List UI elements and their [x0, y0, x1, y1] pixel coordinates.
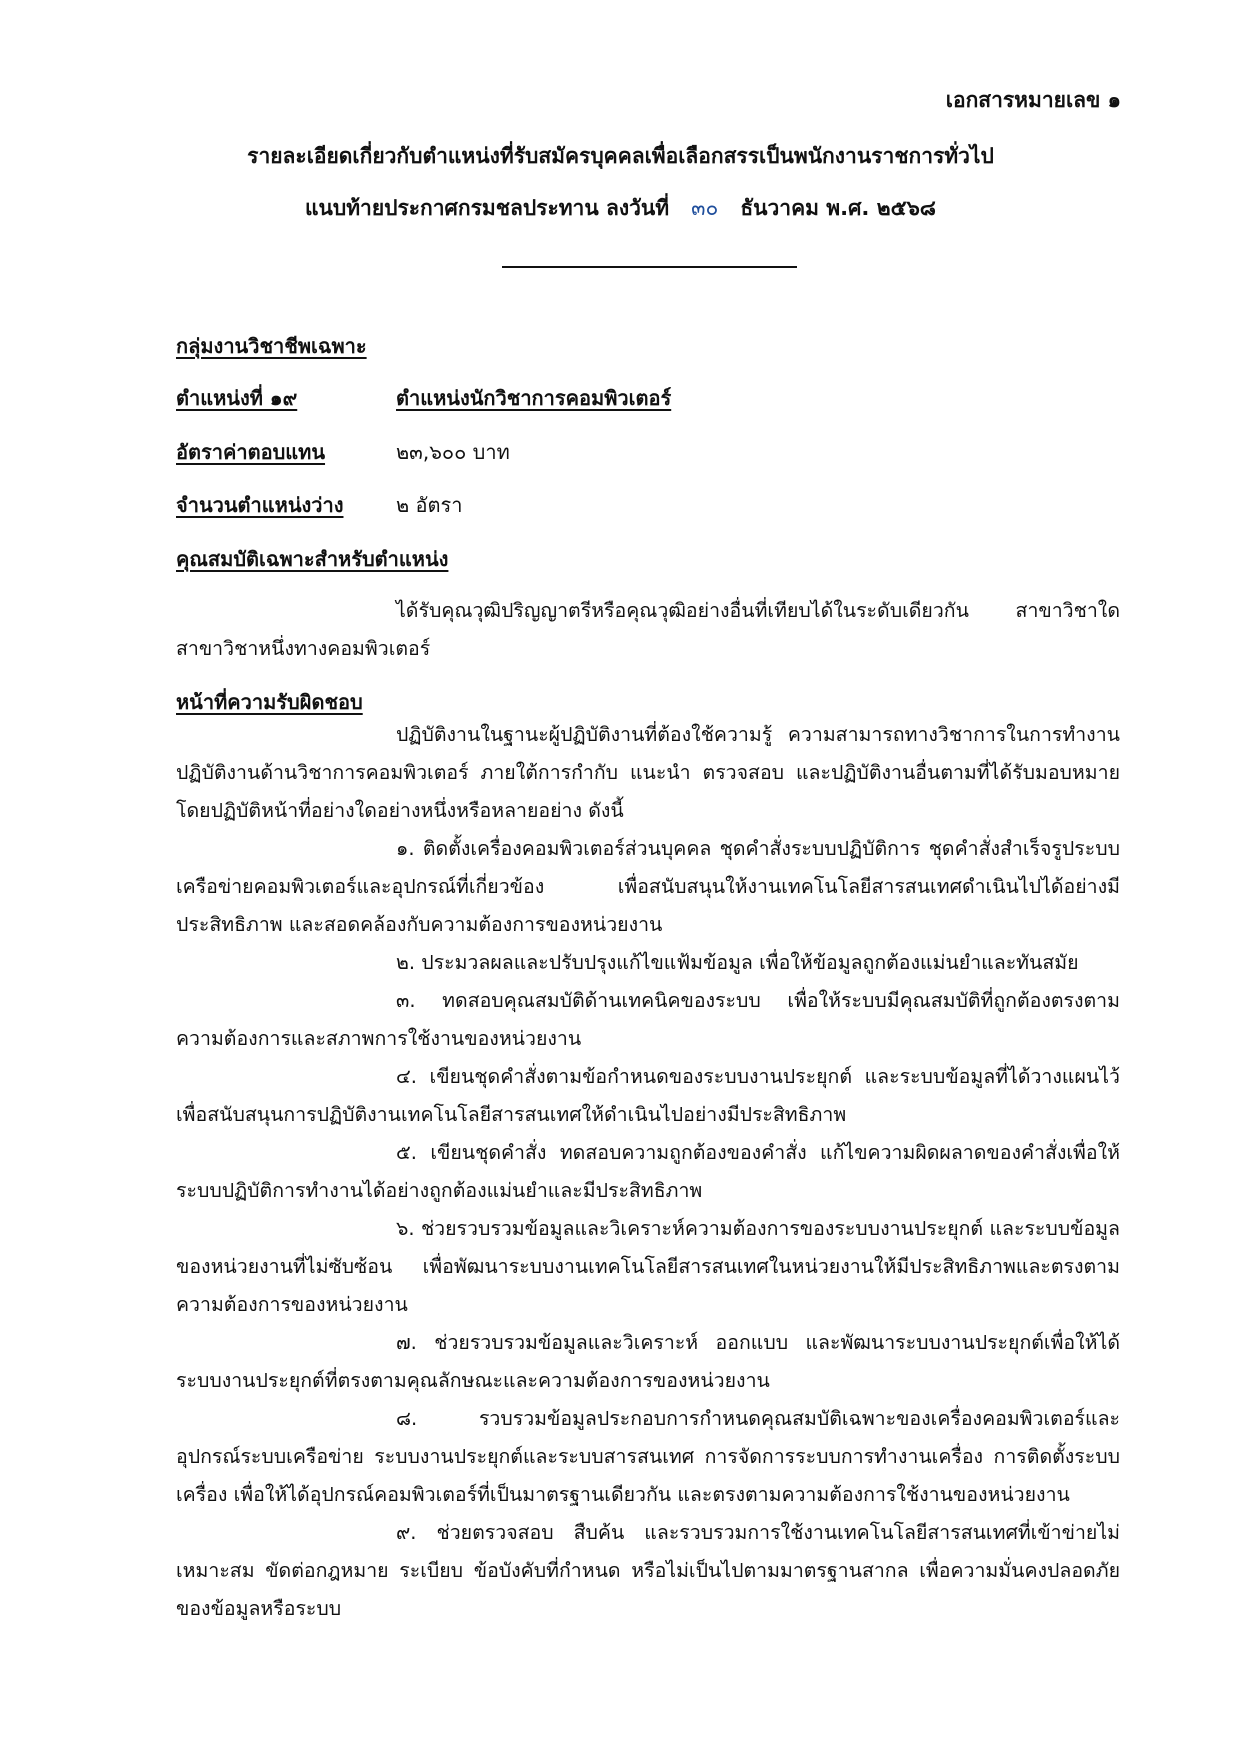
title-divider	[502, 266, 797, 268]
subtitle-prefix: แนบท้ายประกาศกรมชลประทาน ลงวันที่	[304, 196, 670, 220]
duty-item: ๙. ช่วยตรวจสอบ สืบค้น และรวบรวมการใช้งานเทคโนโลยีสารสนเทศที่เข้าข่ายไม่เหมาะสม ขัดต่อกฎหมาย ระเบียบ ข้อบังคับที่กำหนด หรือไม่เป็นไปตามมาตรฐานสากล เพื่อความมั่นคงปลอดภัยของข้อมูลหรือระบบ	[176, 1521, 1120, 1620]
qualification-section	[176, 592, 1120, 668]
job-group-heading: กลุ่มงานวิชาชีพเฉพาะ	[176, 334, 367, 358]
qualification-text: ได้รับคุณวุฒิปริญญาตรีหรือคุณวุฒิอย่างอื่นที่เทียบได้ในระดับเดียวกัน สาขาวิชาใดสาขาวิชาหนึ่งทางคอมพิวเตอร์	[176, 599, 1120, 660]
duty-item: ๕. เขียนชุดคำสั่ง ทดสอบความถูกต้องของคำสั่ง แก้ไขความผิดผลาดของคำสั่งเพื่อให้ระบบปฏิบัติการทำงานได้อย่างถูกต้องแม่นยำและมีประสิทธิภาพ	[176, 1141, 1120, 1202]
duty-item: ๑. ติดตั้งเครื่องคอมพิวเตอร์ส่วนบุคคล ชุดคำสั่งระบบปฏิบัติการ ชุดคำสั่งสำเร็จรูประบบเครือข่ายคอมพิวเตอร์และอุปกรณ์ที่เกี่ยวข้อง เพื่อสนับสนุนให้งานเทคโนโลยีสารสนเทศดำเนินไปได้อย่างมีประสิทธิภาพ และสอดคล้องกับความต้องการของหน่วยงาน	[176, 837, 1120, 936]
salary-value: ๒๓,๖๐๐ บาท	[396, 440, 510, 464]
duties-section	[176, 716, 1120, 1628]
duty-item: ๔. เขียนชุดคำสั่งตามข้อกำหนดของระบบงานประยุกต์ และระบบข้อมูลที่ได้วางแผนไว้ เพื่อสนับสนุนการปฏิบัติงานเทคโนโลยีสารสนเทศให้ดำเนินไปอย่างมีประสิทธิภาพ	[176, 1065, 1120, 1126]
duty-item: ๒. ประมวลผลและปรับปรุงแก้ไขแฟ้มข้อมูล เพื่อให้ข้อมูลถูกต้องแม่นยำและทันสมัย	[396, 951, 1079, 974]
position-number: ตำแหน่งที่ ๑๙	[176, 386, 298, 410]
salary-label: อัตราค่าตอบแทน	[176, 440, 326, 464]
duty-item: ๘. รวบรวมข้อมูลประกอบการกำหนดคุณสมบัติเฉพาะของเครื่องคอมพิวเตอร์และอุปกรณ์ระบบเครือข่าย ระบบงานประยุกต์และระบบสารสนเทศ การจัดการระบบการทำงานเครื่อง การติดตั้งระบบเครื่อง เพื่อให้ได้อุปกรณ์คอมพิวเตอร์ที่เป็นมาตรฐานเดียวกัน และตรงตามความต้องการใช้งานของหน่วยงาน	[176, 1407, 1120, 1506]
position-title: ตำแหน่งนักวิชาการคอมพิวเตอร์	[396, 386, 672, 410]
vacancy-label: จำนวนตำแหน่งว่าง	[176, 493, 344, 517]
duty-item: ๗. ช่วยรวบรวมข้อมูลและวิเคราะห์ ออกแบบ และพัฒนาระบบงานประยุกต์เพื่อให้ได้ระบบงานประยุกต์ที่ตรงตามคุณลักษณะและความต้องการของหน่วยงาน	[176, 1331, 1120, 1392]
qualification-heading: คุณสมบัติเฉพาะสำหรับตำแหน่ง	[176, 547, 449, 571]
duty-item: ๓. ทดสอบคุณสมบัติด้านเทคนิคของระบบ เพื่อให้ระบบมีคุณสมบัติที่ถูกต้องตรงตามความต้องการและสภาพการใช้งานของหน่วยงาน	[176, 989, 1120, 1050]
duties-heading: หน้าที่ความรับผิดชอบ	[176, 690, 363, 714]
duties-intro: ปฏิบัติงานในฐานะผู้ปฏิบัติงานที่ต้องใช้ความรู้ ความสามารถทางวิชาการในการทำงาน ปฏิบัติงานด้านวิชาการคอมพิวเตอร์ ภายใต้การกำกับ แนะนำ ตรวจสอบ และปฏิบัติงานอื่นตามที่ได้รับมอบหมาย โดยปฏิบัติหน้าที่อย่างใดอย่างหนึ่งหรือหลายอย่าง ดังนี้	[176, 723, 1120, 822]
document-number: เอกสารหมายเลข ๑	[945, 88, 1121, 112]
subtitle-day: ๓๐	[691, 196, 719, 220]
subtitle-suffix: ธันวาคม พ.ศ. ๒๕๖๘	[740, 196, 936, 220]
document-title: รายละเอียดเกี่ยวกับตำแหน่งที่รับสมัครบุคคลเพื่อเลือกสรรเป็นพนักงานราชการทั่วไป	[247, 144, 994, 168]
duty-item: ๖. ช่วยรวบรวมข้อมูลและวิเคราะห์ความต้องการของระบบงานประยุกต์ และระบบข้อมูลของหน่วยงานที่ไม่ซับซ้อน เพื่อพัฒนาระบบงานเทคโนโลยีสารสนเทศในหน่วยงานให้มีประสิทธิภาพและตรงตามความต้องการของหน่วยงาน	[176, 1217, 1120, 1316]
document-subtitle	[0, 192, 1241, 225]
vacancy-value: ๒ อัตรา	[396, 493, 463, 517]
